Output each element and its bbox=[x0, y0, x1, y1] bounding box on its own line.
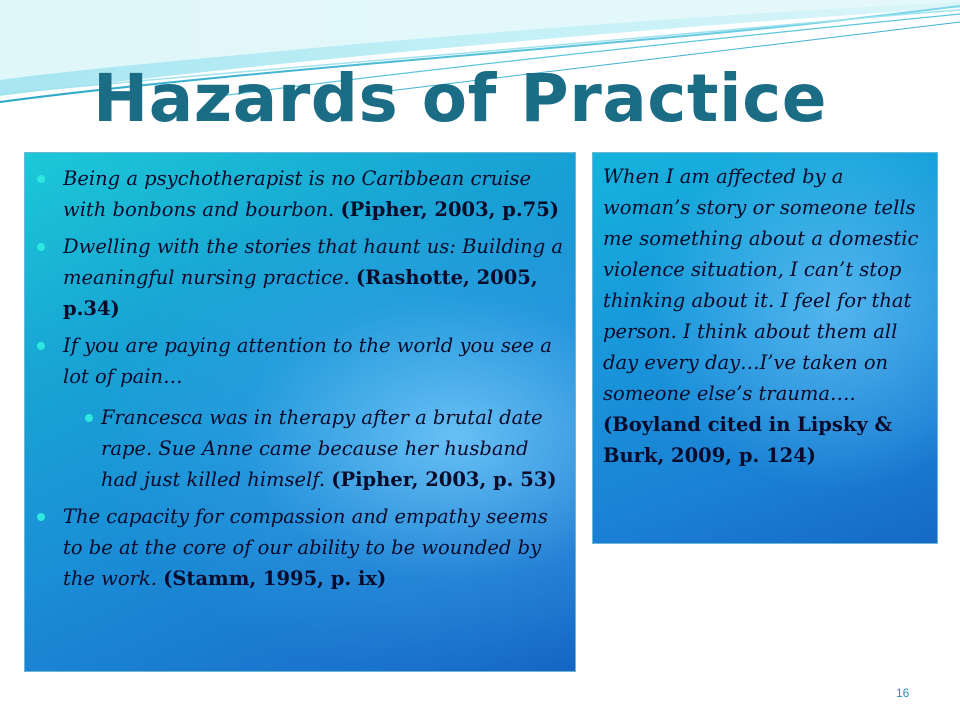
bullet-citation: (Pipher, 2003, p. 53) bbox=[331, 468, 557, 491]
bullet-item bbox=[33, 231, 565, 324]
bullet-dot-icon bbox=[37, 342, 45, 350]
left-bullet-list bbox=[33, 163, 565, 594]
right-quote-citation: (Boyland cited in Lipsky & Burk, 2009, p. 124) bbox=[603, 413, 893, 467]
right-quote bbox=[603, 161, 931, 471]
sub-bullet-item bbox=[33, 402, 565, 495]
bullet-text: Francesca was in therapy after a brutal date rape. Sue Anne came because her husband had just killed himself. bbox=[101, 406, 543, 491]
bullet-text: Being a psychotherapist is no Caribbean cruise with bonbons and bourbon. bbox=[63, 167, 532, 221]
bullet-text: If you are paying attention to the world you see a lot of pain… bbox=[63, 334, 552, 388]
bullet-citation: (Rashotte, 2005, p.34) bbox=[63, 266, 538, 320]
bullet-dot-icon bbox=[37, 243, 45, 251]
bullet-item bbox=[33, 501, 565, 594]
bullet-citation: (Stamm, 1995, p. ix) bbox=[163, 567, 387, 590]
bullet-dot-icon bbox=[37, 175, 45, 183]
right-quote-text: When I am affected by a woman’s story or someone tells me something about a domestic violence situation, I can’t stop thinking about it. I feel for that person. I think about them all day every day…I’ve taken on someone else’s trauma…. bbox=[603, 165, 919, 405]
page-number: 16 bbox=[896, 686, 910, 700]
slide-title: Hazards of Practice bbox=[93, 60, 827, 137]
bullet-dot-icon bbox=[85, 414, 93, 422]
bullet-item bbox=[33, 163, 565, 225]
bullet-text: The capacity for compassion and empathy seems to be at the core of our ability to be wounded by the work. bbox=[63, 505, 548, 590]
right-quote-panel bbox=[592, 152, 938, 544]
bullet-citation: (Pipher, 2003, p.75) bbox=[340, 198, 560, 221]
bullet-dot-icon bbox=[37, 513, 45, 521]
left-quote-panel bbox=[24, 152, 576, 672]
bullet-text: Dwelling with the stories that haunt us: Building a meaningful nursing practice. bbox=[63, 235, 564, 289]
bullet-item bbox=[33, 330, 565, 392]
